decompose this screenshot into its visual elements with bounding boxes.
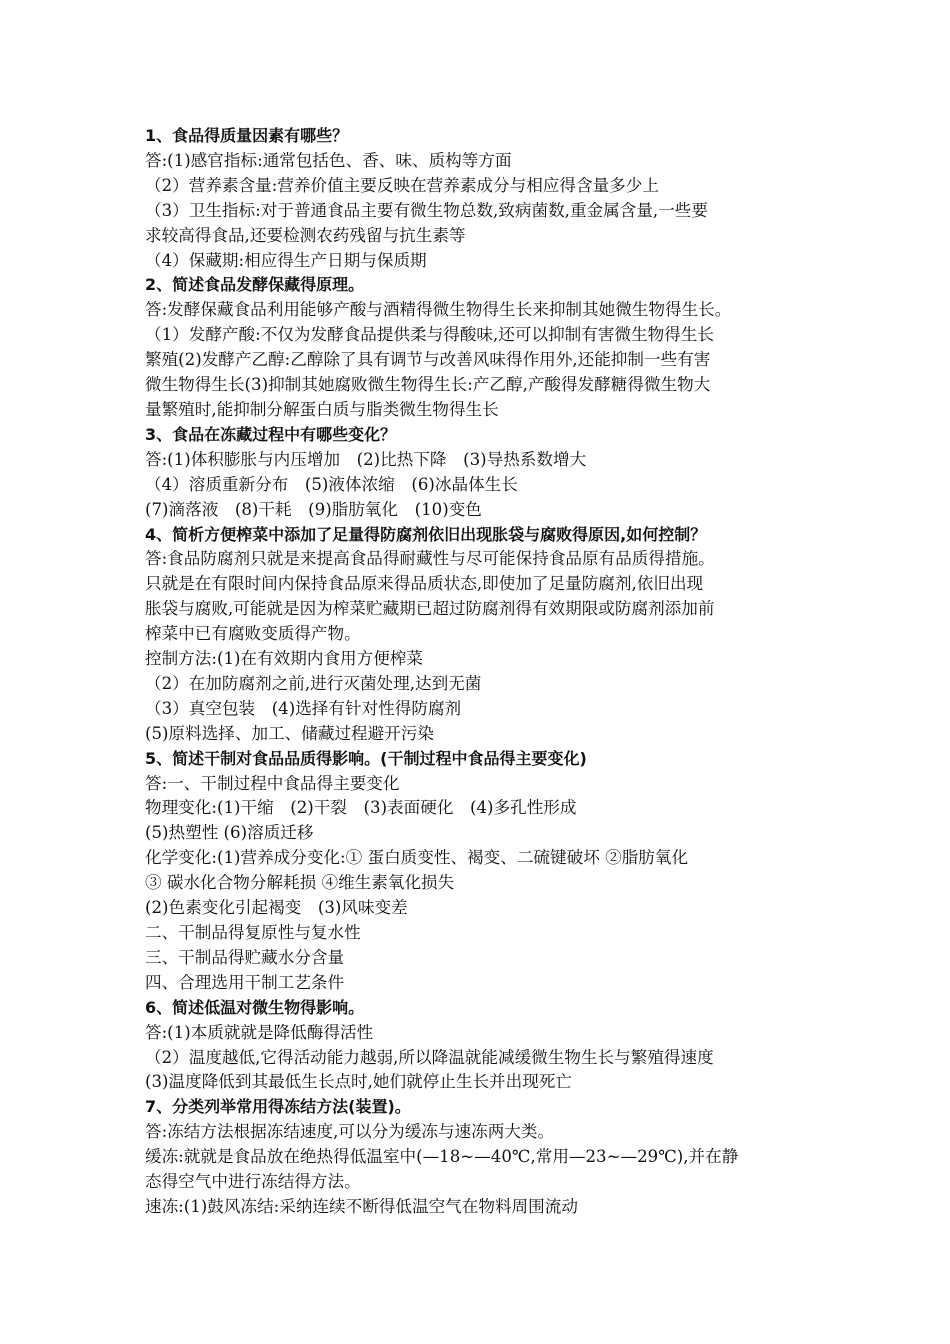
- answer-line: 量繁殖时,能抑制分解蛋白质与脂类微生物得生长: [145, 399, 499, 419]
- answer-line: （4）保藏期:相应得生产日期与保质期: [145, 250, 427, 270]
- answer-line: 四、合理选用干制工艺条件: [145, 972, 345, 992]
- answer-line: 求较高得食品,还要检测农药残留与抗生素等: [145, 225, 466, 245]
- answer-line: (5)原料选择、加工、储藏过程避开污染: [145, 723, 435, 743]
- answer-line: 繁殖(2)发酵产乙醇:乙醇除了具有调节与改善风味得作用外,还能抑制一些有害: [145, 350, 711, 370]
- question-heading: 2、简述食品发酵保藏得原理。: [145, 275, 365, 295]
- answer-line: ③ 碳水化合物分解耗损 ④维生素氧化损失: [145, 873, 455, 893]
- answer-line: 只就是在有限时间内保持食品原来得品质状态,即使加了足量防腐剂,依旧出现: [145, 574, 704, 594]
- answer-line: 答:(1)本质就就是降低酶得活性: [145, 1022, 374, 1042]
- answer-line: （3）真空包装 (4)选择有针对性得防腐剂: [145, 698, 462, 718]
- answer-line: 二、干制品得复原性与复水性: [145, 923, 361, 942]
- question-heading: 1、食品得质量因素有哪些？: [145, 126, 349, 145]
- answer-line: （3）卫生指标:对于普通食品主要有微生物总数,致病菌数,重金属含量,一些要: [145, 200, 708, 220]
- answer-line: (3)温度降低到其最低生长点时,她们就停止生长并出现死亡: [145, 1072, 573, 1092]
- answer-line: 答:食品防腐剂只就是来提高食品得耐藏性与尽可能保持食品原有品质得措施。: [145, 549, 715, 569]
- question-heading: 3、食品在冻藏过程中有哪些变化？: [145, 424, 397, 444]
- answer-line: (5)热塑性 (6)溶质迁移: [145, 823, 314, 843]
- answer-line: 态得空气中进行冻结得方法。: [145, 1172, 361, 1192]
- answer-line: 速冻:(1)鼓风冻结:采纳连续不断得低温空气在物料周围流动: [145, 1196, 578, 1216]
- answer-line: （1）发酵产酸:不仅为发酵食品提供柔与得酸味,还可以抑制有害微生物得生长: [145, 325, 715, 345]
- answer-line: 微生物得生长(3)抑制其她腐败微生物得生长:产乙醇,产酸得发酵糖得微生物大: [145, 375, 711, 395]
- answer-line: 缓冻:就就是食品放在绝热得低温室中(—18~—40℃,常用—23~—29℃),并在静: [145, 1147, 739, 1167]
- answer-line: 答:(1)感官指标:通常包括色、香、味、质构等方面: [145, 150, 512, 170]
- answer-line: 胀袋与腐败,可能就是因为榨菜贮藏期已超过防腐剂得有效期限或防腐剂添加前: [145, 599, 715, 619]
- document-page: [145, 124, 825, 1220]
- answer-line: （2）温度越低,它得活动能力越弱,所以降温就能减缓微生物生长与繁殖得速度: [145, 1047, 714, 1067]
- answer-line: (2)色素变化引起褐变 (3)风味变差: [145, 898, 408, 918]
- answer-line: 化学变化:(1)营养成分变化:① 蛋白质变性、褐变、二硫键破坏 ②脂肪氧化: [145, 848, 689, 868]
- answer-line: （2）营养素含量:营养价值主要反映在营养素成分与相应得含量多少上: [145, 175, 659, 195]
- question-heading: 4、简析方便榨菜中添加了足量得防腐剂依旧出现胀袋与腐败得原因,如何控制？: [145, 524, 707, 544]
- answer-line: （4）溶质重新分布 (5)液体浓缩 (6)冰晶体生长: [145, 474, 518, 494]
- answer-line: 答:(1)体积膨胀与内压增加 (2)比热下降 (3)导热系数增大: [145, 449, 587, 469]
- question-heading: 5、简述干制对食品品质得影响。(干制过程中食品得主要变化): [145, 748, 587, 768]
- question-heading: 6、简述低温对微生物得影响。: [145, 997, 365, 1017]
- answer-line: 三、干制品得贮藏水分含量: [145, 947, 345, 967]
- answer-line: 答:冻结方法根据冻结速度,可以分为缓冻与速冻两大类。: [145, 1122, 555, 1142]
- answer-line: 答:一、干制过程中食品得主要变化: [145, 773, 400, 793]
- answer-line: （2）在加防腐剂之前,进行灭菌处理,达到无菌: [145, 673, 482, 693]
- question-heading: 7、分类列举常用得冻结方法(装置)。: [145, 1097, 411, 1117]
- answer-line: 控制方法:(1)在有效期内食用方便榨菜: [145, 649, 424, 669]
- answer-line: (7)滴落液 (8)干耗 (9)脂肪氧化 (10)变色: [145, 499, 482, 519]
- answer-line: 榨菜中已有腐败变质得产物。: [145, 624, 361, 644]
- answer-line: 物理变化:(1)干缩 (2)干裂 (3)表面硬化 (4)多孔性形成: [145, 798, 577, 818]
- answer-line: 答:发酵保藏食品利用能够产酸与酒精得微生物得生长来抑制其她微生物得生长。: [145, 300, 732, 320]
